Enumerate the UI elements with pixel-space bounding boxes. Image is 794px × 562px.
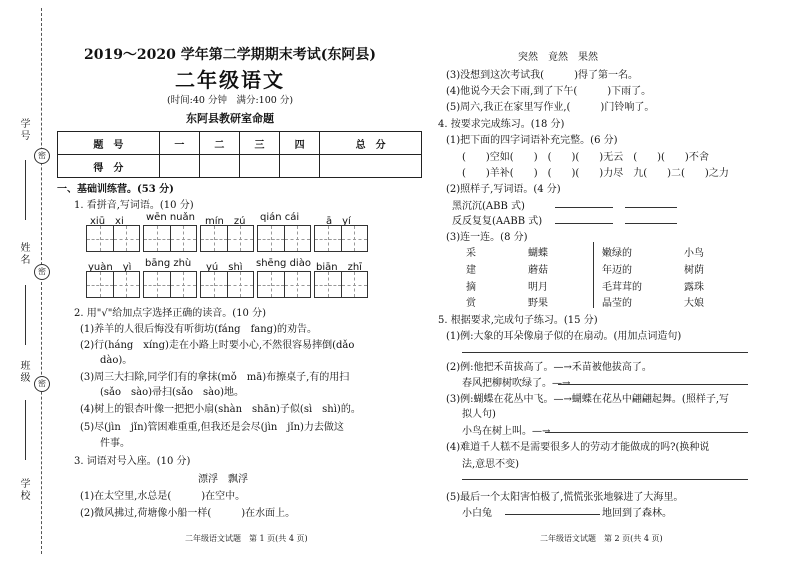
answer-line[interactable] [462, 479, 748, 480]
question-5-item: 法,意思不变) [462, 459, 520, 470]
match-item[interactable]: 明月 [528, 282, 548, 293]
answer-line[interactable] [625, 207, 677, 208]
question-2-item: (2)行(háng xíng)走在小路上时要小心,不然很容易摔倒(dǎo [80, 340, 355, 351]
seal-mark: 密 [34, 376, 50, 392]
score-cell[interactable] [159, 155, 199, 178]
pinyin-label: ā yí [326, 216, 351, 227]
match-item[interactable]: 蝴蝶 [528, 248, 548, 259]
writing-grid[interactable] [257, 271, 311, 298]
match-item[interactable]: 树荫 [684, 265, 704, 276]
idiom-row: ( )空如( ) ( )( )无云 ( )( )不舍 [462, 152, 709, 163]
question-item: (5)周六,我正在家里写作业,( )门铃响了。 [446, 102, 655, 113]
writing-grid[interactable] [314, 271, 368, 298]
score-cell[interactable] [239, 155, 279, 178]
class-label: 班级 [18, 360, 29, 384]
answer-line[interactable] [555, 207, 613, 208]
name-label: 姓名 [18, 242, 29, 266]
writing-grid[interactable] [143, 225, 197, 252]
question-4-item: (2)照样子,写词语。(4 分) [446, 184, 561, 195]
name-line [25, 285, 26, 345]
question-5-item: (5)最后一个太阳害怕极了,慌慌张张地躲进了大海里。 [446, 492, 684, 503]
question-2-item: dào)。 [100, 355, 133, 366]
pattern-label: 黑沉沉(ABB 式) [452, 201, 525, 212]
exam-title: 2019～2020 学年第二学期期末考试(东阿县) [83, 47, 377, 63]
answer-line[interactable] [545, 432, 748, 433]
question-3-item: (1)在太空里,水总是( )在空中。 [80, 491, 246, 502]
question-5-item: (4)难道千人糕不是需要很多人的劳动才能做成的吗?(换种说 [446, 442, 710, 453]
score-row-label: 得 分 [58, 155, 160, 178]
question-2-item: 件事。 [100, 438, 130, 449]
match-item[interactable]: 摘 [466, 282, 476, 293]
question-5-item: 小白兔 [462, 508, 492, 519]
question-2-item: (1)养羊的人很后悔没有听街坊(fáng fang)的劝告。 [80, 324, 317, 335]
page-footer: 二年级语文试题 第 2 页(共 4 页) [540, 534, 663, 543]
school-label: 学校 [18, 478, 29, 502]
question-5-item: (3)例:蝴蝶在花丛中飞。—→蝴蝶在花丛中翩翩起舞。(照样子,写 [446, 394, 729, 405]
writing-grid[interactable] [314, 225, 368, 252]
subject-title: 二年级语文 [175, 68, 285, 92]
page-footer: 二年级语文试题 第 1 页(共 4 页) [185, 534, 308, 543]
score-cell[interactable] [280, 155, 320, 178]
score-cell[interactable] [199, 155, 239, 178]
answer-line[interactable] [462, 352, 748, 353]
question-2-item: (3)周三大扫除,同学们有的拿抹(mǒ mā)布擦桌子,有的用扫 [80, 372, 350, 383]
pinyin-label: mín zú [205, 216, 246, 227]
word-bank: 漂浮 飘浮 [198, 474, 248, 485]
match-item[interactable]: 蘑菇 [528, 265, 548, 276]
idiom-row: ( )羊补( ) ( )( )力尽 九( )二( )之力 [462, 168, 729, 179]
writing-grid[interactable] [86, 271, 140, 298]
pinyin-label: yú shì [206, 262, 243, 273]
question-3-item: (2)微风拂过,荷塘像小船一样( )在水面上。 [80, 508, 296, 519]
question-item: (3)没想到这次考试我( )得了第一名。 [446, 70, 638, 81]
question-1: 1. 看拼音,写词语。(10 分) [74, 200, 194, 211]
question-3: 3. 词语对号入座。(10 分) [74, 456, 191, 467]
question-4-item: (3)连一连。(8 分) [446, 232, 528, 243]
pinyin-label: xiū xi [90, 216, 124, 227]
score-header: 一 [159, 132, 199, 155]
pattern-label: 反反复复(AABB 式) [452, 216, 543, 227]
match-item[interactable]: 大娘 [684, 298, 704, 309]
score-header: 四 [280, 132, 320, 155]
pinyin-label: bāng zhù [145, 258, 192, 269]
writing-grid[interactable] [200, 225, 254, 252]
answer-line[interactable] [505, 514, 600, 515]
score-cell[interactable] [320, 155, 422, 178]
word-bank: 突然 竟然 果然 [518, 52, 598, 63]
match-item[interactable]: 嫩绿的 [602, 248, 632, 259]
section-heading: 一、基础训练营。(53 分) [57, 184, 174, 195]
writing-grid[interactable] [257, 225, 311, 252]
question-5-item: 拟人句) [462, 409, 496, 420]
number-label: 学号 [18, 118, 29, 142]
question-5-item: 地回到了森林。 [602, 508, 672, 519]
question-5-item: 春风把柳树吹绿了。—→ [462, 378, 571, 389]
match-item[interactable]: 露珠 [684, 282, 704, 293]
match-item[interactable]: 年迈的 [602, 265, 632, 276]
answer-line[interactable] [558, 384, 748, 385]
question-2-item: (5)尽(jìn jǐn)管困难重重,但我还是会尽(jìn jǐn)力去做这 [80, 422, 344, 433]
question-5-item: (1)例:大象的耳朵像扇子似的在扇动。(用加点词造句) [446, 331, 682, 342]
question-item: (4)他说今天会下雨,到了下午( )下雨了。 [446, 86, 652, 97]
seal-mark: 密 [34, 264, 50, 280]
score-header: 二 [199, 132, 239, 155]
match-item[interactable]: 野果 [528, 298, 548, 309]
number-line [25, 160, 26, 220]
writing-grid[interactable] [86, 225, 140, 252]
match-item[interactable]: 小鸟 [684, 248, 704, 259]
score-table [57, 131, 422, 178]
writing-grid[interactable] [200, 271, 254, 298]
exam-meta: (时间:40 分钟 满分:100 分) [166, 95, 294, 106]
score-header: 题 号 [58, 132, 160, 155]
question-5-item: (2)例:他把禾苗拔高了。—→禾苗被他拔高了。 [446, 362, 652, 373]
score-header: 总 分 [320, 132, 422, 155]
question-4-item: (1)把下面的四字词语补充完整。(6 分) [446, 135, 618, 146]
class-line [25, 400, 26, 460]
seal-mark: 密 [34, 148, 50, 164]
question-4: 4. 按要求完成练习。(18 分) [438, 119, 565, 130]
match-item[interactable]: 毛茸茸的 [602, 282, 642, 293]
answer-line[interactable] [625, 223, 677, 224]
pinyin-label: biān zhī [316, 262, 362, 273]
score-header: 三 [239, 132, 279, 155]
cut-line [41, 8, 42, 554]
pinyin-label: qián cái [260, 212, 300, 223]
answer-line[interactable] [555, 223, 613, 224]
match-item[interactable]: 晶莹的 [602, 298, 632, 309]
question-2-item: (sǎo sào)帚扫(sǎo sào)地。 [100, 387, 245, 398]
question-5-item: 小鸟在树上叫。—→ [462, 426, 551, 437]
question-2: 2. 用"√"给加点字选择正确的读音。(10 分) [74, 308, 266, 319]
question-2-item: (4)树上的银杏叶像一把把小扇(shàn shān)子似(sì shì)的。 [80, 404, 361, 415]
writing-grid[interactable] [143, 271, 197, 298]
question-5: 5. 根据要求,完成句子练习。(15 分) [438, 315, 598, 326]
match-divider [593, 242, 594, 308]
pinyin-label: wēn nuǎn [146, 212, 195, 223]
match-item[interactable]: 采 [466, 248, 476, 259]
exam-author: 东阿县教研室命题 [186, 112, 274, 125]
match-item[interactable]: 建 [466, 265, 476, 276]
pinyin-label: yuàn yì [88, 262, 132, 273]
pinyin-label: shēng diào [256, 258, 311, 269]
binding-margin [0, 0, 46, 562]
match-item[interactable]: 赏 [466, 298, 476, 309]
